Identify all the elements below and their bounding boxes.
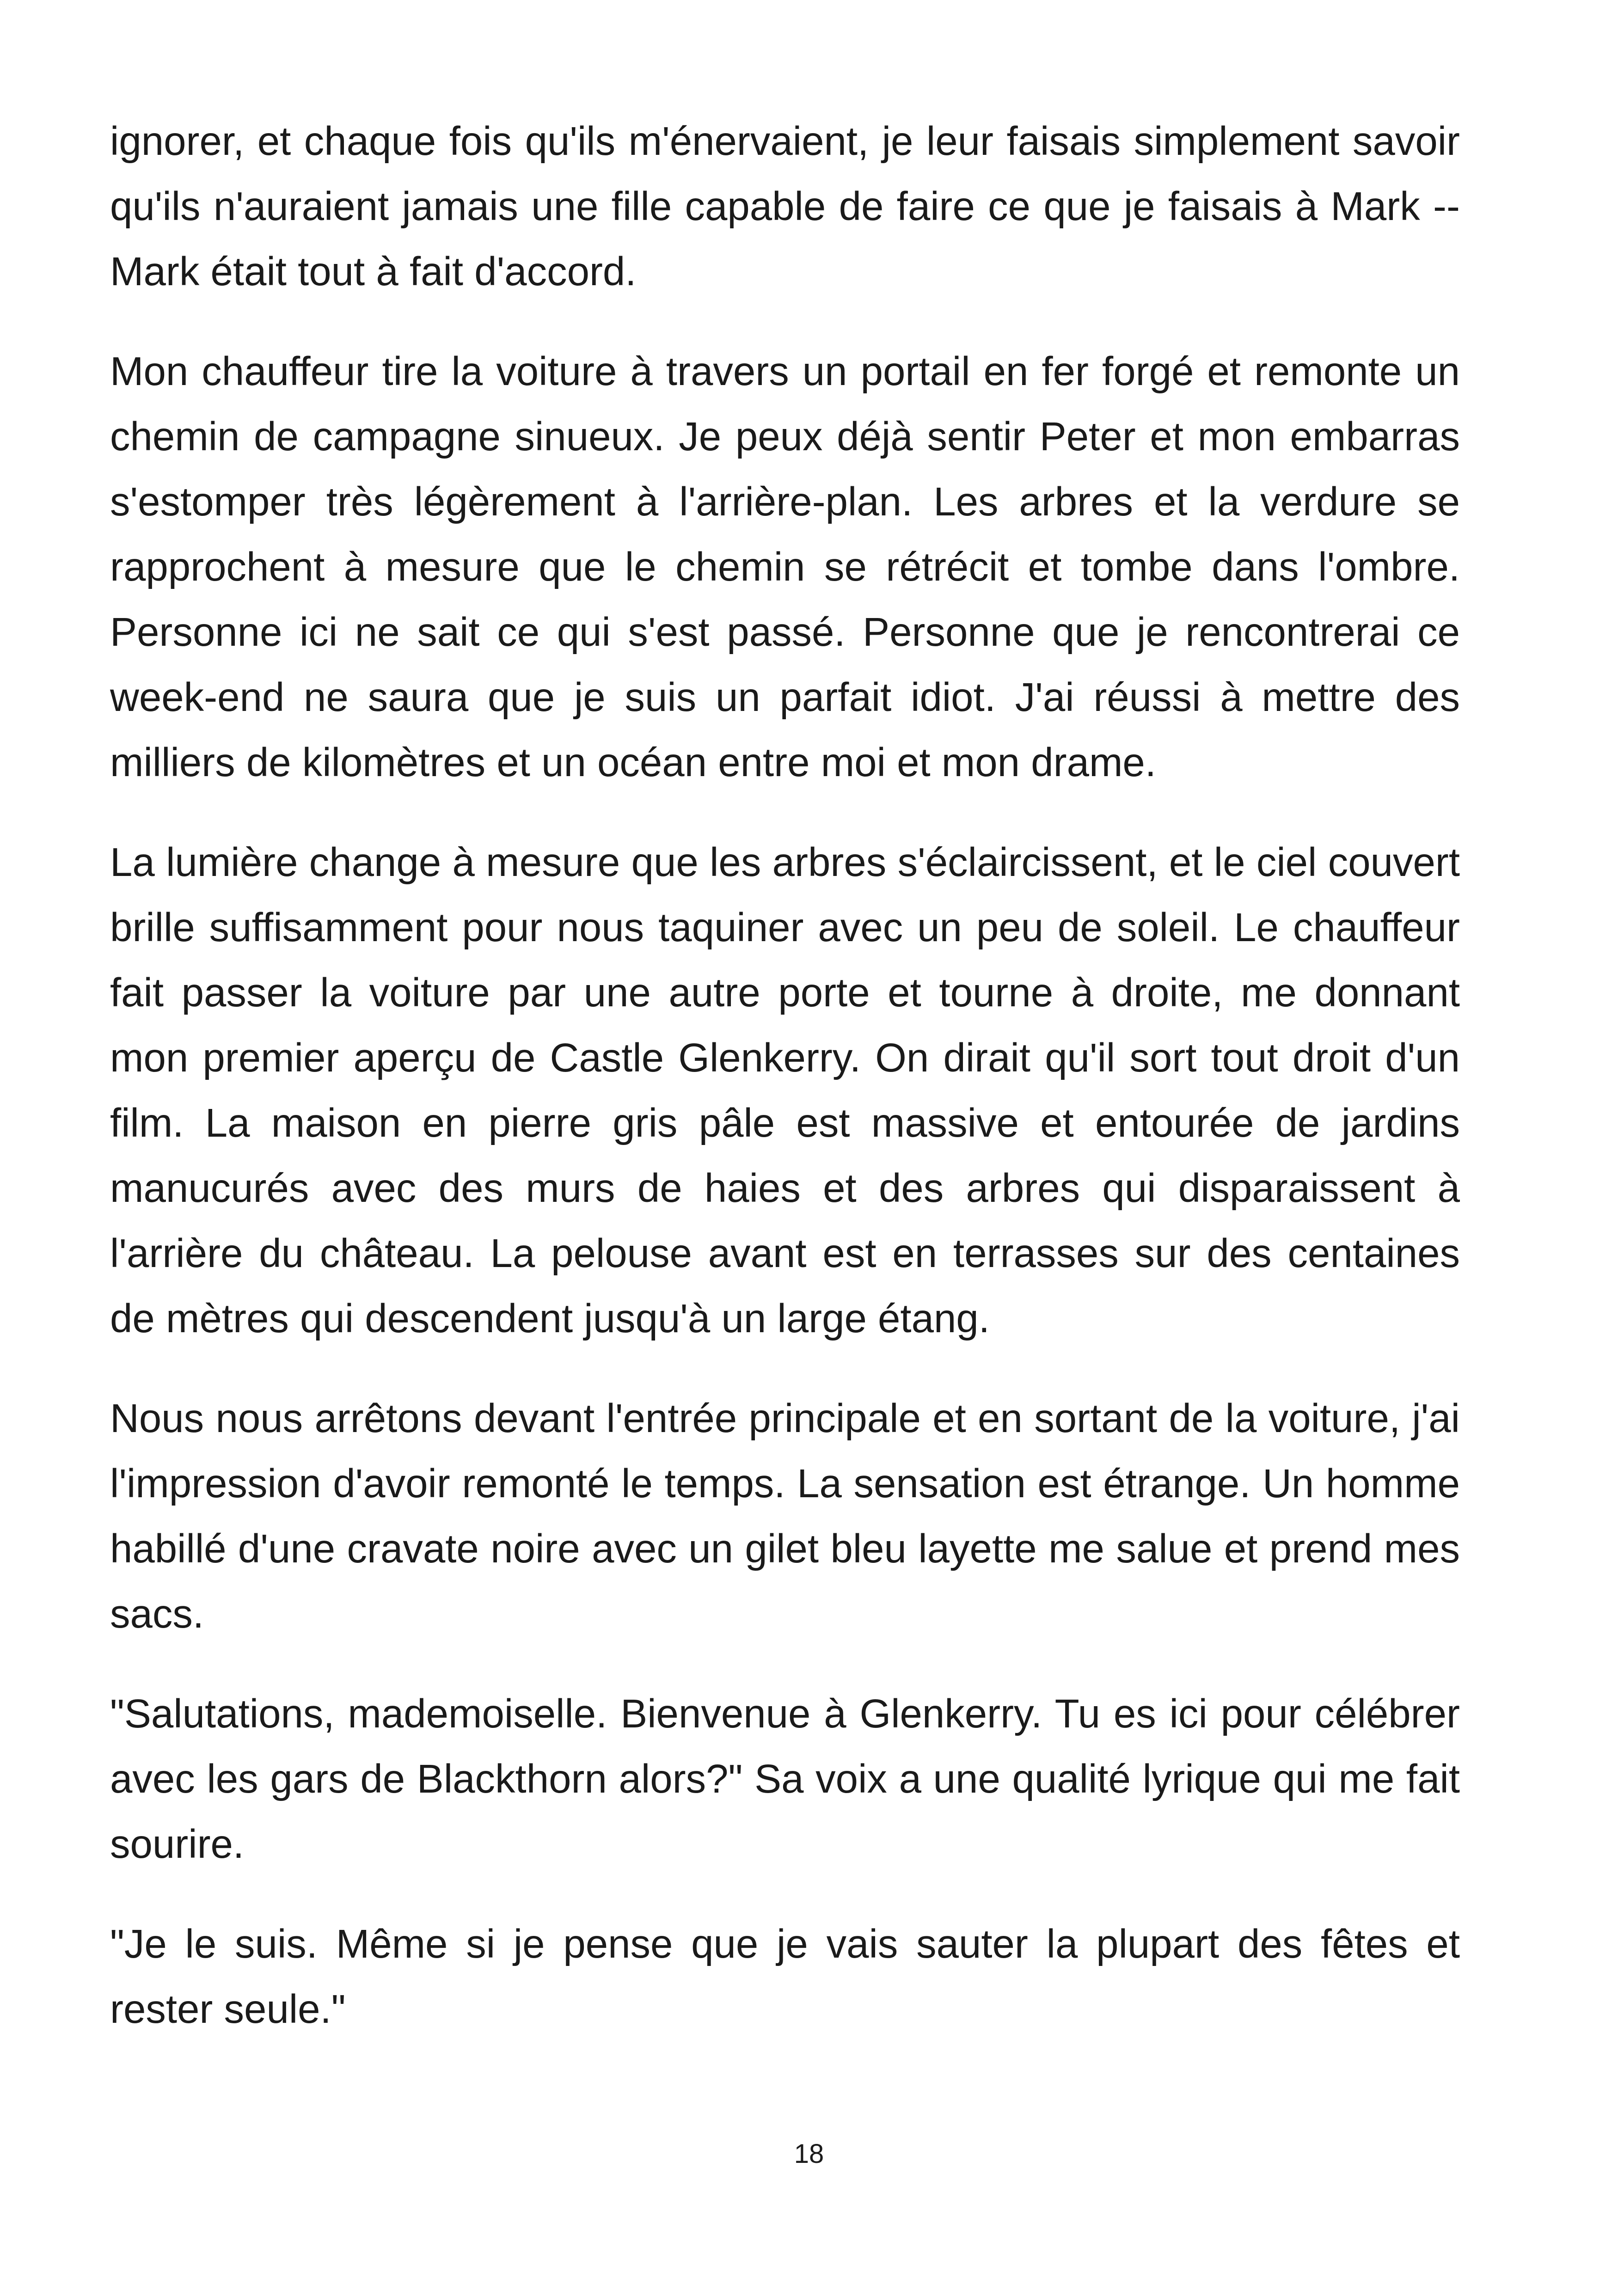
paragraph: La lumière change à mesure que les arbres s'éclaircissent, et le ciel couvert brille suffisamment pour nous taquiner avec un peu de soleil. Le chauffeur fait passer la voiture par une autre porte et tourne à droite, me donnant mon premier aperçu de Castle Glenkerry. On dirait qu'il sort tout droit d'un film. La maison en pierre gris pâle est massive et entourée de jardins manucurés avec des murs de haies et des arbres qui disparaissent à l'arrière du château. La pelouse avant est en terrasses sur des centaines de mètres qui descendent jusqu'à un large étang. <box>110 840 1460 1341</box>
paragraph: ignorer, et chaque fois qu'ils m'énervaient, je leur faisais simplement savoir qu'ils n'auraient jamais une fille capable de faire ce que je faisais à Mark -- Mark était tout à fait d'accord. <box>110 119 1460 294</box>
paragraph: "Salutations, mademoiselle. Bienvenue à Glenkerry. Tu es ici pour célébrer avec les gars de Blackthorn alors?" Sa voix a une qualité lyrique qui me fait sourire. <box>110 1691 1460 1867</box>
body-text <box>110 109 1460 2076</box>
page-number: 18 <box>794 2139 824 2169</box>
paragraph: Nous nous arrêtons devant l'entrée principale et en sortant de la voiture, j'ai l'impression d'avoir remonté le temps. La sensation est étrange. Un homme habillé d'une cravate noire avec un gilet bleu layette me salue et prend mes sacs. <box>110 1396 1460 1636</box>
paragraph: Mon chauffeur tire la voiture à travers un portail en fer forgé et remonte un chemin de campagne sinueux. Je peux déjà sentir Peter et mon embarras s'estomper très légèrement à l'arrière-plan. Les arbres et la verdure se rapprochent à mesure que le chemin se rétrécit et tombe dans l'ombre. Personne ici ne sait ce qui s'est passé. Personne que je rencontrerai ce week-end ne saura que je suis un parfait idiot. J'ai réussi à mettre des milliers de kilomètres et un océan entre moi et mon drame. <box>110 349 1460 785</box>
paragraph: "Je le suis. Même si je pense que je vais sauter la plupart des fêtes et rester seule." <box>110 1922 1460 2032</box>
